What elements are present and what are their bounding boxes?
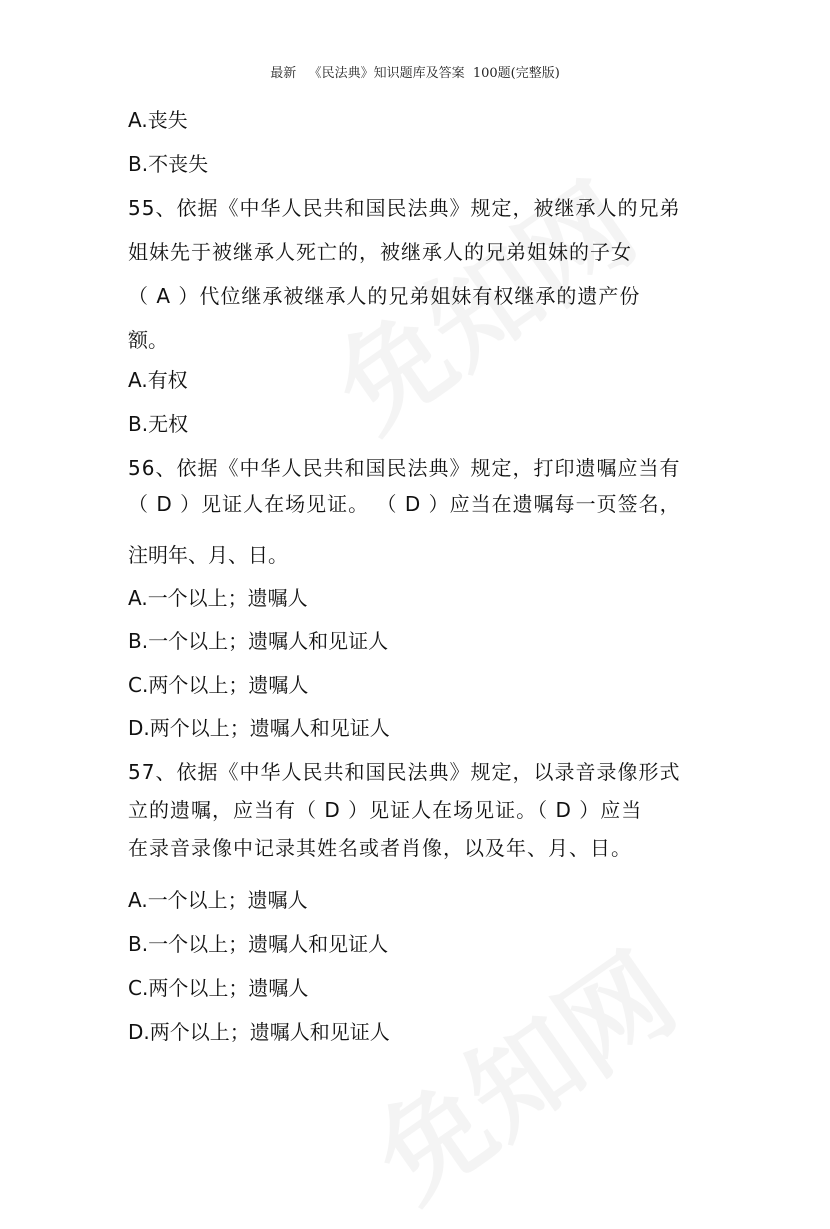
q57-question-line-3: 在录音录像中记录其姓名或者肖像，以及年、月、日。 <box>128 836 632 860</box>
q55-question-line-2: 姐妹先于被继承人死亡的，被继承人的兄弟姐妹的子女 <box>128 240 632 264</box>
q57-option-d: D.两个以上；遗嘱人和见证人 <box>128 1020 390 1044</box>
q55-option-b: B.无权 <box>128 412 189 436</box>
q55-question-line-1: 55、依据《中华人民共和国民法典》规定，被继承人的兄弟 <box>128 196 681 220</box>
q57-option-a: A.一个以上；遗嘱人 <box>128 888 308 912</box>
page-header: 最新 《民法典》知识题库及答案 100题(完整版) <box>270 66 560 81</box>
q54-option-a: A.丧失 <box>128 108 188 132</box>
q57-question-line-1: 57、依据《中华人民共和国民法典》规定，以录音录像形式 <box>128 760 681 784</box>
q55-question-line-3: （ A ）代位继承被继承人的兄弟姐妹有权继承的遗产份 <box>128 284 641 308</box>
q56-question-line-1: 56、依据《中华人民共和国民法典》规定，打印遗嘱应当有 <box>128 456 681 480</box>
q56-option-d: D.两个以上；遗嘱人和见证人 <box>128 716 390 740</box>
q56-question-line-2: （ D ）见证人在场见证。 （ D ）应当在遗嘱每一页签名， <box>128 492 681 516</box>
q55-option-a: A.有权 <box>128 368 188 392</box>
q57-option-c: C.两个以上；遗嘱人 <box>128 976 309 1000</box>
q55-question-line-4: 额。 <box>128 328 168 352</box>
q57-option-b: B.一个以上；遗嘱人和见证人 <box>128 932 389 956</box>
q57-question-line-2: 立的遗嘱，应当有（ D ）见证人在场见证。（ D ）应当 <box>128 798 643 822</box>
watermark-bottom <box>340 911 701 1229</box>
q56-question-line-3: 注明年、月、日。 <box>128 543 288 567</box>
q56-option-b: B.一个以上；遗嘱人和见证人 <box>128 629 389 653</box>
q56-option-c: C.两个以上；遗嘱人 <box>128 673 309 697</box>
q54-option-b: B.不丧失 <box>128 152 209 176</box>
q56-option-a: A.一个以上；遗嘱人 <box>128 586 308 610</box>
